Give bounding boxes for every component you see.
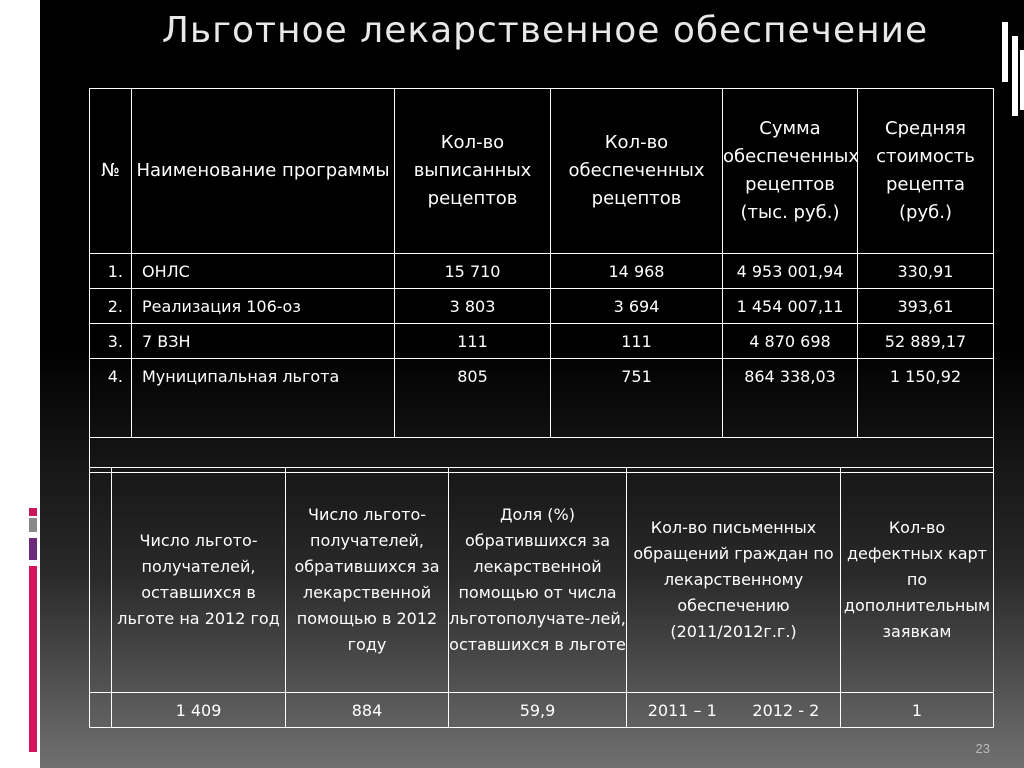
program-name: Муниципальная льгота [132, 359, 395, 438]
program-name: ОНЛС [132, 254, 395, 289]
sum-value: 864 338,03 [723, 359, 858, 438]
defective-cards-value: 1 [841, 693, 994, 728]
table-header-row [90, 468, 994, 693]
program-name: 7 ВЗН [132, 324, 395, 359]
sum-value: 4 870 698 [723, 324, 858, 359]
average-value: 393,61 [858, 289, 994, 324]
empty-header-cell [90, 468, 112, 693]
average-value: 330,91 [858, 254, 994, 289]
page-number: 23 [975, 741, 990, 756]
issued-value: 805 [395, 359, 551, 438]
header-written-requests: Кол-во письменных обращений граждан по лекарственному обеспечению (2011/2012г.г.) [627, 468, 841, 693]
average-value: 52 889,17 [858, 324, 994, 359]
table-row [90, 289, 994, 324]
provided-value: 3 694 [551, 289, 723, 324]
decorative-bar [29, 566, 37, 752]
provided-value: 14 968 [551, 254, 723, 289]
table-row [90, 359, 994, 438]
remaining-value: 1 409 [112, 693, 286, 728]
row-number: 1. [90, 254, 132, 289]
table-header-row [90, 89, 994, 254]
program-name: Реализация 106-оз [132, 289, 395, 324]
row-number: 2. [90, 289, 132, 324]
row-number: 4. [90, 359, 132, 438]
average-value: 1 150,92 [858, 359, 994, 438]
decorative-corner-shape [1002, 22, 1008, 82]
header-defective-cards: Кол-во дефектных карт по дополнительным заявкам [841, 468, 994, 693]
header-number: № [90, 89, 132, 254]
header-provided-prescriptions: Кол-во обеспеченных рецептов [551, 89, 723, 254]
share-value: 59,9 [449, 693, 627, 728]
provided-value: 751 [551, 359, 723, 438]
table-row [90, 254, 994, 289]
row-number: 3. [90, 324, 132, 359]
sum-value: 4 953 001,94 [723, 254, 858, 289]
decorative-bar [29, 538, 37, 560]
header-provided-sum: Сумма обеспеченных рецептов (тыс. руб.) [723, 89, 858, 254]
header-issued-prescriptions: Кол-во выписанных рецептов [395, 89, 551, 254]
prescriptions-table [89, 88, 994, 473]
issued-value: 3 803 [395, 289, 551, 324]
slide-title: Льготное лекарственное обеспечение [161, 10, 929, 51]
decorative-bar [29, 518, 37, 532]
empty-cell [90, 693, 112, 728]
decorative-corner-shape [1012, 36, 1018, 116]
provided-value: 111 [551, 324, 723, 359]
written-requests-value: 2011 – 1 2012 - 2 [627, 693, 841, 728]
header-applied-beneficiaries: Число льгото-получателей, обратившихся за лекарственной помощью в 2012 году [286, 468, 449, 693]
beneficiaries-table [89, 467, 994, 728]
table-row [90, 693, 994, 728]
header-remaining-beneficiaries: Число льгото-получателей, оставшихся в льготе на 2012 год [112, 468, 286, 693]
issued-value: 15 710 [395, 254, 551, 289]
issued-value: 111 [395, 324, 551, 359]
header-average-cost: Средняя стоимость рецепта (руб.) [858, 89, 994, 254]
header-share-percent: Доля (%) обратившихся за лекарственной помощью от числа льготополучате-лей, оставшихся в льготе [449, 468, 627, 693]
decorative-corner-shape [1020, 50, 1024, 110]
applied-value: 884 [286, 693, 449, 728]
sum-value: 1 454 007,11 [723, 289, 858, 324]
table-row [90, 324, 994, 359]
decorative-bar [29, 508, 37, 516]
header-program-name: Наименование программы [132, 89, 395, 254]
